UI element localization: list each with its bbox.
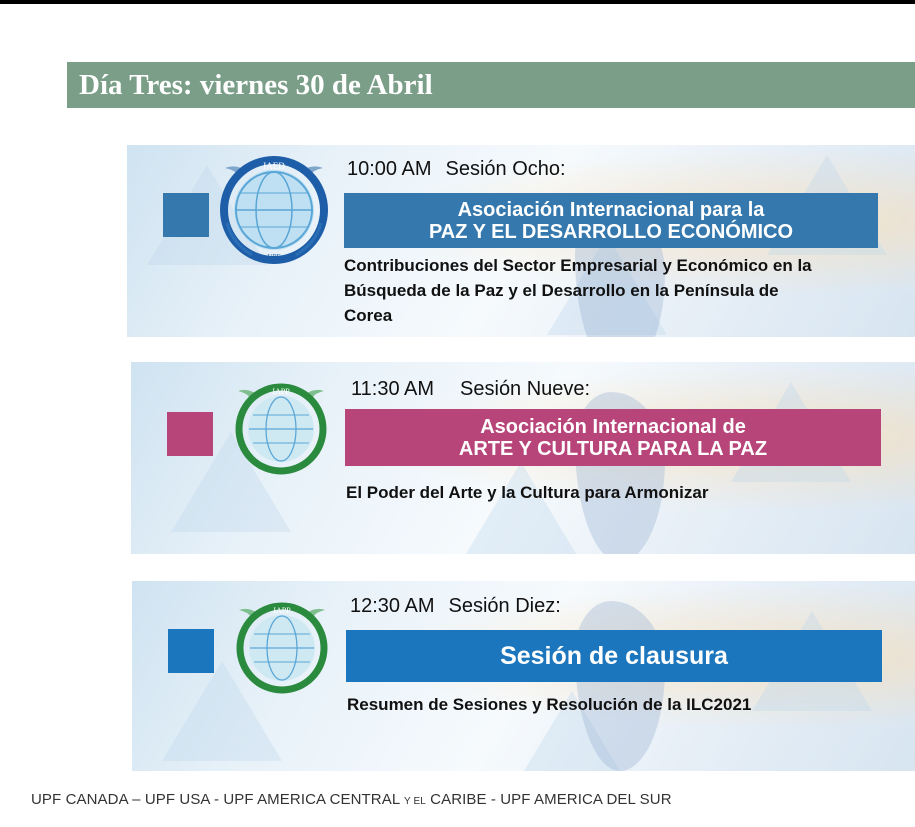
session-label: Sesión Diez: (448, 595, 561, 617)
svg-text:IAPP: IAPP (273, 606, 291, 615)
session-time-line (347, 158, 580, 181)
session-card-nueve (131, 362, 915, 554)
session-card-diez (132, 581, 915, 771)
svg-text:UPF: UPF (267, 253, 281, 261)
title-line-1: Asociación Internacional de (480, 415, 746, 438)
session-description: Contribuciones del Sector Empresarial y Económico en la Búsqueda de la Paz y el Desarrollo en la Península de Corea (344, 256, 812, 325)
title-line-2: PAZ Y EL DESARROLLO ECONÓMICO (428, 220, 794, 243)
footer-part-2: CARIBE - UPF AMERICA DEL SUR (425, 791, 672, 808)
title-line-1: Sesión de clausura (500, 642, 728, 670)
session-label: Sesión Ocho: (445, 158, 566, 180)
svg-text:UPF: UPF (276, 689, 288, 695)
footer-small-text: Y EL (404, 796, 426, 807)
title-line-2: ARTE Y CULTURA PARA LA PAZ (458, 437, 768, 460)
svg-text:IAED: IAED (263, 161, 285, 171)
session-marker (168, 629, 214, 673)
session-time-line (351, 378, 604, 401)
session-title-bar (346, 630, 882, 682)
svg-text:UPF: UPF (275, 470, 287, 476)
session-marker (167, 412, 213, 456)
svg-text:IAPP: IAPP (272, 387, 290, 396)
title-line-1: Asociación Internacional para la (457, 198, 765, 221)
session-card-ocho (127, 145, 915, 337)
session-description: El Poder del Arte y la Cultura para Armonizar (346, 483, 709, 502)
footer-part-1: UPF CANADA – UPF USA - UPF AMERICA CENTRAL (31, 791, 404, 808)
top-rule (0, 0, 915, 4)
footer-organizations (31, 791, 672, 808)
session-time: 10:00 AM (347, 158, 432, 180)
upf-iapp-emblem-icon (232, 596, 332, 696)
session-marker (163, 193, 209, 237)
upf-iaed-emblem-icon (215, 148, 333, 266)
session-label: Sesión Nueve: (460, 378, 591, 400)
day-title-banner: Día Tres: viernes 30 de Abril (67, 62, 915, 108)
session-title-bar (344, 193, 878, 248)
session-time: 11:30 AM (351, 378, 435, 400)
session-description: Resumen de Sesiones y Resolución de la ILC2021 (347, 695, 752, 714)
upf-iapp-emblem-icon (231, 377, 331, 477)
session-time: 12:30 AM (350, 595, 435, 617)
session-time-line (350, 595, 575, 618)
session-title-bar (345, 409, 881, 466)
